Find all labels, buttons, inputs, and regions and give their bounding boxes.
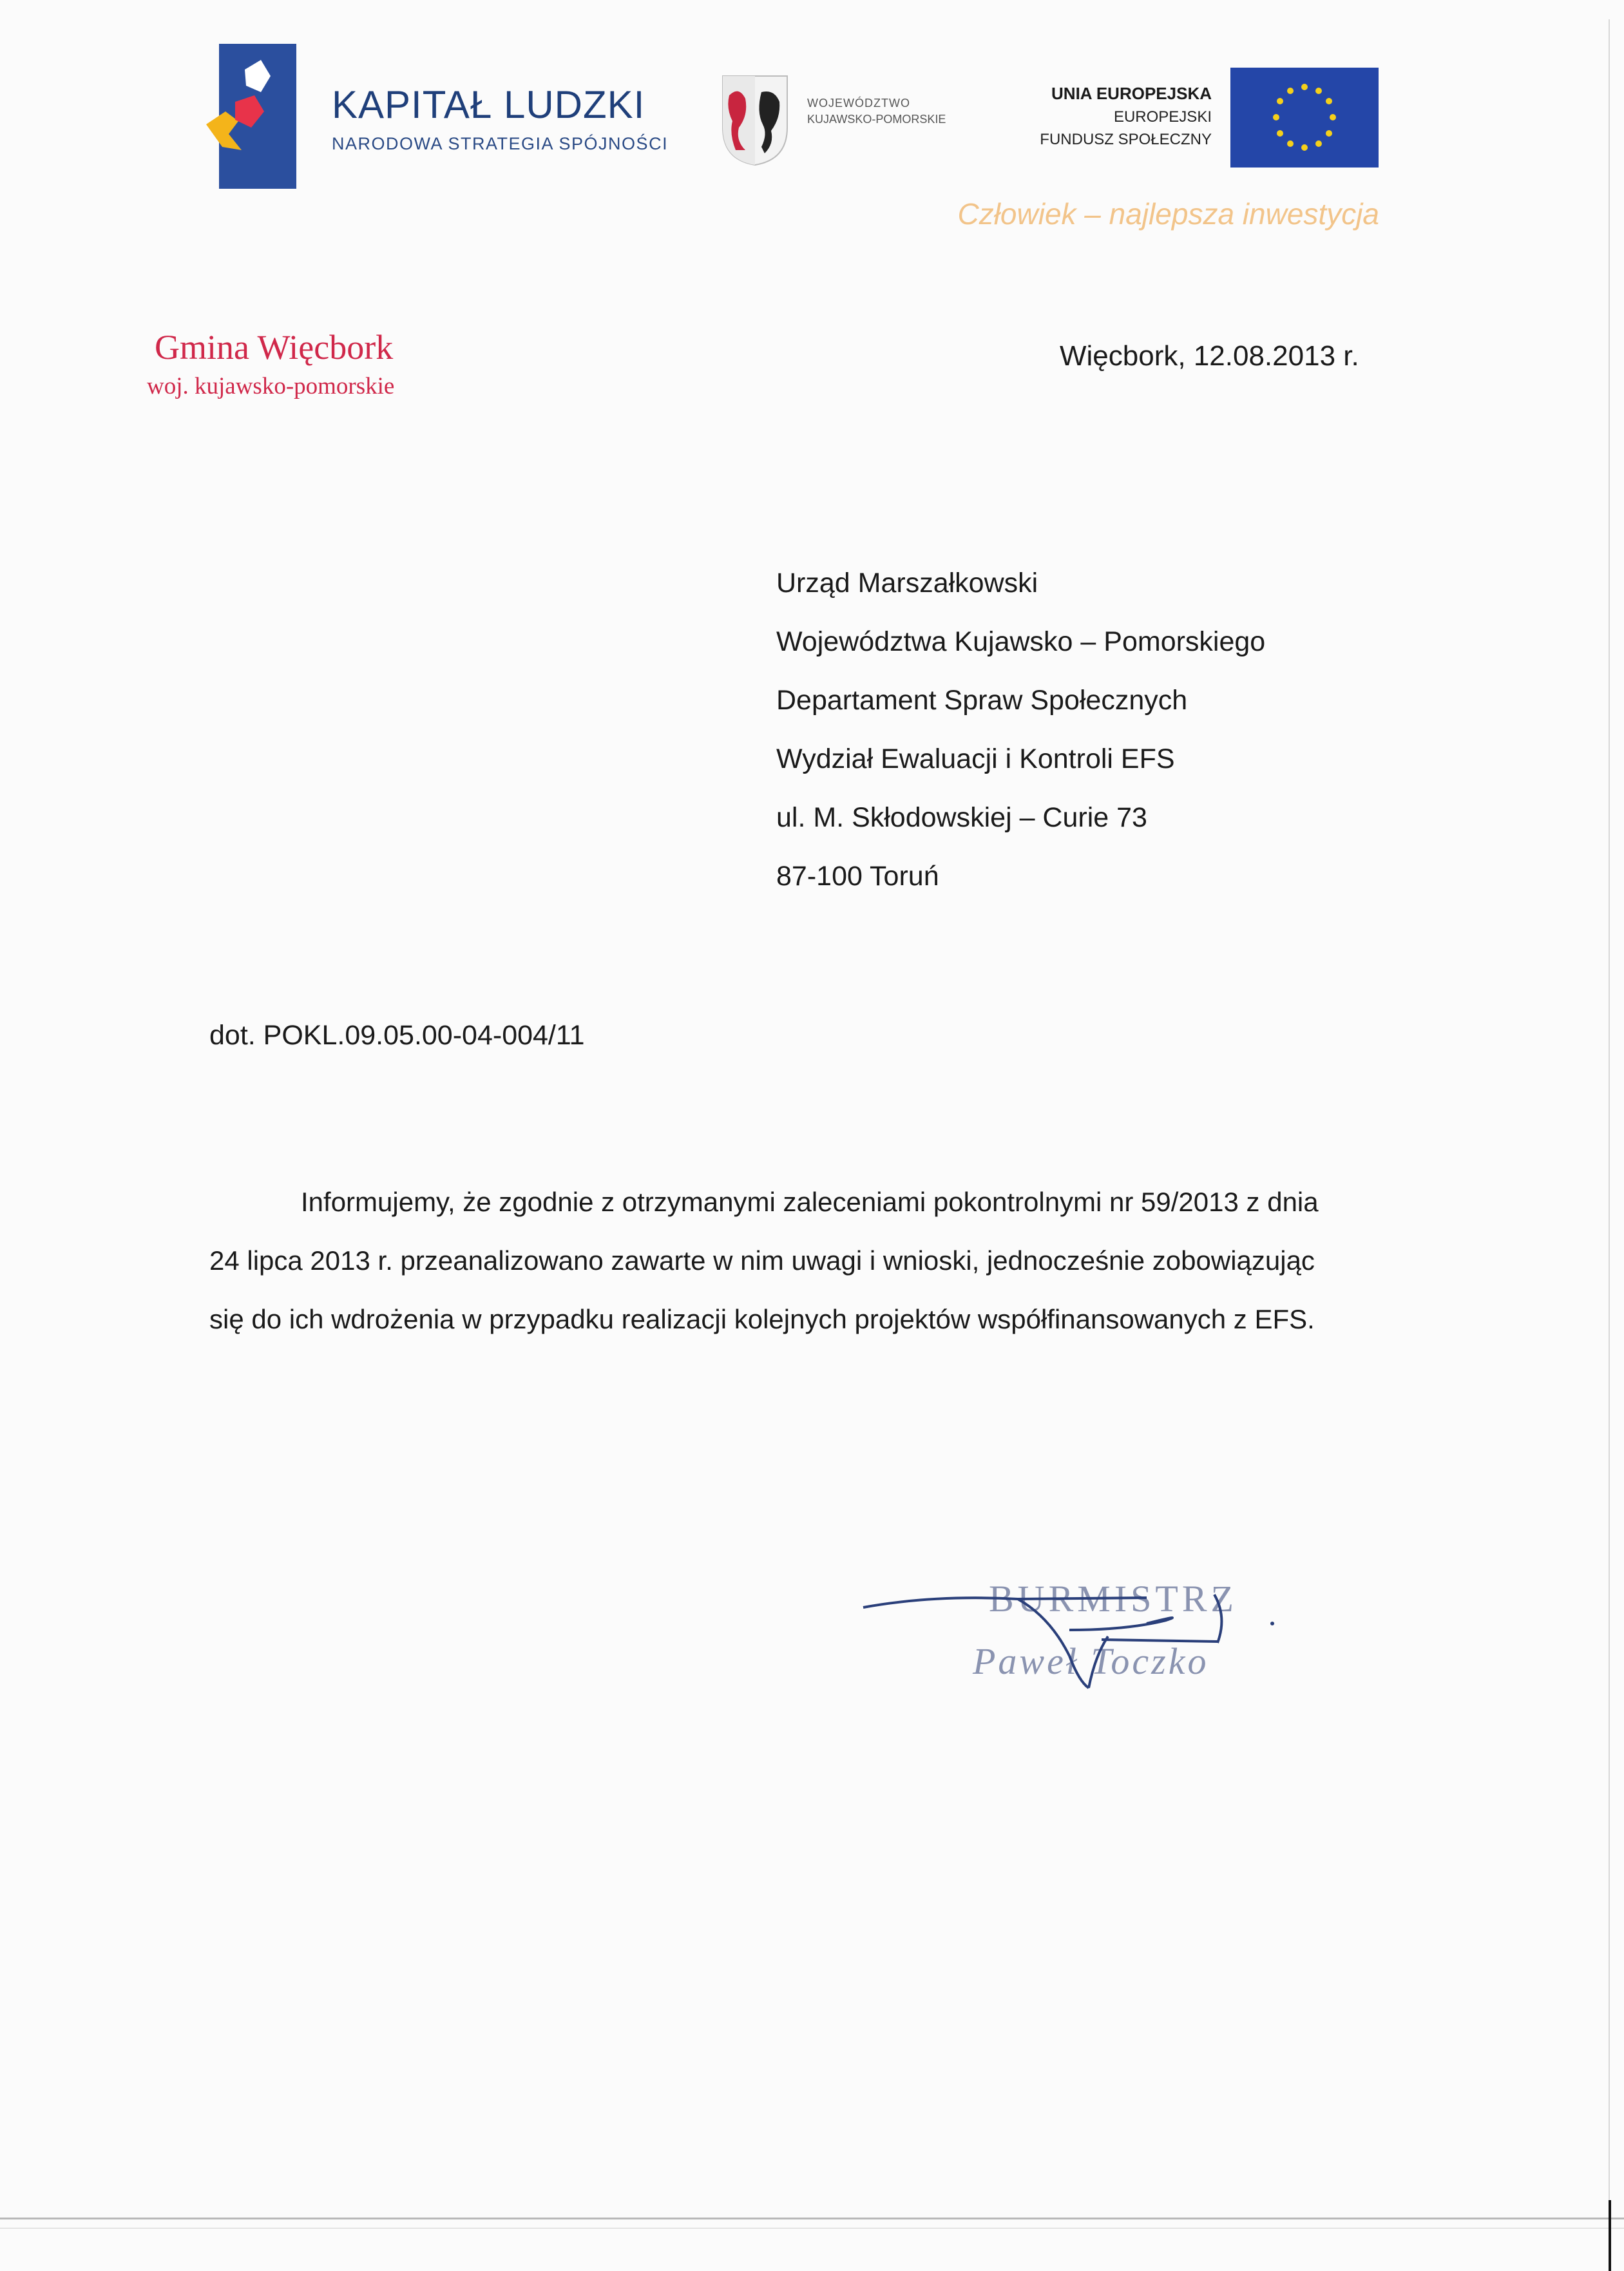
page-edge-bottom — [0, 2218, 1624, 2219]
municipality-stamp-region: woj. kujawsko-pomorskie — [147, 373, 395, 399]
recipient-address — [776, 554, 1265, 906]
slogan: Człowiek – najlepsza inwestycja — [957, 197, 1379, 231]
eu-title: UNIA EUROPEJSKA — [1051, 84, 1212, 103]
regional-crest-icon — [716, 70, 794, 166]
address-line: ul. M. Skłodowskiej – Curie 73 — [776, 802, 1147, 833]
address-line: Urząd Marszałkowski — [776, 568, 1038, 599]
eu-fund-line1: EUROPEJSKI — [1113, 108, 1212, 126]
body-line: 24 lipca 2013 r. przeanalizowano zawarte w nim uwagi i wnioski, jednocześnie zobowiązując — [209, 1245, 1315, 1276]
kapital-ludzki-logo-icon — [206, 44, 296, 189]
letter-date: Więcbork, 12.08.2013 r. — [1060, 340, 1359, 372]
address-line: Województwa Kujawsko – Pomorskiego — [776, 626, 1266, 657]
kapital-ludzki-subtitle: NARODOWA STRATEGIA SPÓJNOŚCI — [332, 134, 669, 153]
body-line: się do ich wdrożenia w przypadku realizacji kolejnych projektów współfinansowanych z EFS. — [209, 1304, 1315, 1334]
wojewodztwo-name: KUJAWSKO-POMORSKIE — [807, 113, 946, 126]
signature-title-stamp: BURMISTRZ — [989, 1578, 1237, 1620]
wojewodztwo-label: WOJEWÓDZTWO — [807, 97, 910, 110]
eu-fund-line2: FUNDUSZ SPOŁECZNY — [1040, 131, 1212, 148]
body-line: Informujemy, że zgodnie z otrzymanymi zaleceniami pokontrolnymi nr 59/2013 z dnia — [301, 1187, 1319, 1217]
eu-flag-icon — [1230, 68, 1379, 168]
scan-corner-mark — [1609, 2200, 1611, 2271]
reference-number: dot. POKL.09.05.00-04-004/11 — [209, 1020, 585, 1051]
page-edge — [1609, 19, 1610, 2271]
handwritten-signature-icon — [857, 1559, 1308, 1707]
kapital-ludzki-title: KAPITAŁ LUDZKI — [332, 83, 645, 126]
signature-name-stamp: Paweł Toczko — [973, 1640, 1209, 1682]
address-line: Departament Spraw Społecznych — [776, 685, 1188, 716]
address-line: Wydział Ewaluacji i Kontroli EFS — [776, 743, 1175, 774]
municipality-stamp-name: Gmina Więcbork — [155, 328, 394, 367]
address-line: 87-100 Toruń — [776, 861, 939, 892]
letter-body — [209, 1173, 1420, 1348]
